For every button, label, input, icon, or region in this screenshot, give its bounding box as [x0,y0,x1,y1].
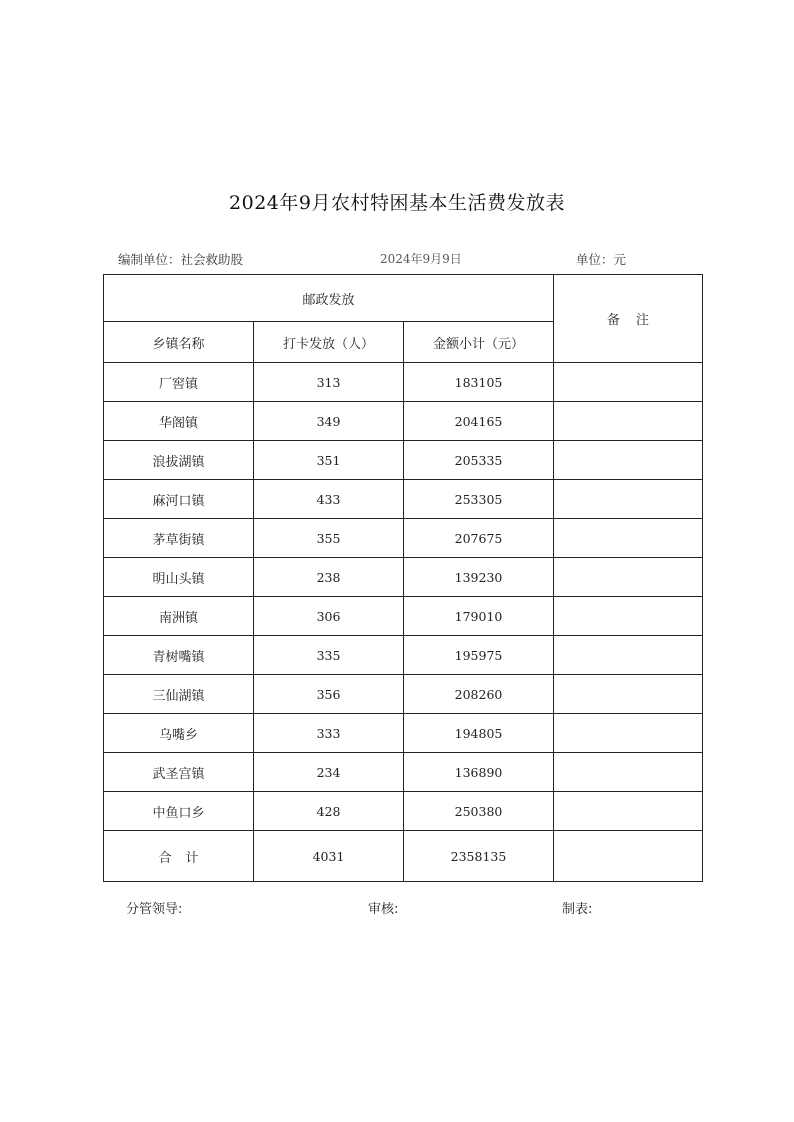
people-count-cell: 356 [254,675,404,714]
people-count-cell: 333 [254,714,404,753]
table-row [104,675,703,714]
people-count-cell: 335 [254,636,404,675]
remark-cell [554,402,703,441]
total-label-cell: 合计 [104,831,254,882]
people-count-cell: 349 [254,402,404,441]
total-amount-cell: 2358135 [404,831,554,882]
distribution-table [103,274,703,882]
table-row [104,441,703,480]
township-name-cell: 三仙湖镇 [104,675,254,714]
total-row [104,831,703,882]
township-name-cell: 浪拔湖镇 [104,441,254,480]
township-name-cell: 南洲镇 [104,597,254,636]
people-count-cell: 306 [254,597,404,636]
table-row [104,792,703,831]
amount-cell: 183105 [404,363,554,402]
amount-cell: 207675 [404,519,554,558]
amount-cell: 250380 [404,792,554,831]
township-name-cell: 青树嘴镇 [104,636,254,675]
township-name-cell: 厂窖镇 [104,363,254,402]
leader-signature-label: 分管领导: [126,902,183,917]
people-count-cell: 238 [254,558,404,597]
township-name-cell: 乌嘴乡 [104,714,254,753]
remark-cell [554,441,703,480]
table-row [104,597,703,636]
table-row [104,636,703,675]
remark-cell [554,753,703,792]
amount-cell: 253305 [404,480,554,519]
table-row [104,480,703,519]
remark-cell [554,636,703,675]
township-name-cell: 茅草街镇 [104,519,254,558]
amount-cell: 139230 [404,558,554,597]
remark-cell [554,558,703,597]
table-header-row [104,275,703,322]
township-name-cell: 明山头镇 [104,558,254,597]
people-column-header: 打卡发放（人） [254,322,404,363]
remarks-header: 备注 [554,275,703,363]
township-name-cell: 中鱼口乡 [104,792,254,831]
township-column-header: 乡镇名称 [104,322,254,363]
amount-column-header: 金额小计（元） [404,322,554,363]
table-row [104,753,703,792]
review-signature-label: 审核: [368,902,399,917]
people-count-cell: 428 [254,792,404,831]
township-name-cell: 华阁镇 [104,402,254,441]
document-title: 2024年9月农村特困基本生活费发放表 [229,192,565,214]
amount-cell: 205335 [404,441,554,480]
table-row [104,402,703,441]
remark-cell [554,597,703,636]
people-count-cell: 313 [254,363,404,402]
total-people-cell: 4031 [254,831,404,882]
table-row [104,363,703,402]
amount-cell: 179010 [404,597,554,636]
document-date: 2024年9月9日 [380,252,462,266]
amount-cell: 195975 [404,636,554,675]
maker-signature-label: 制表: [562,902,593,917]
amount-cell: 136890 [404,753,554,792]
amount-cell: 194805 [404,714,554,753]
remark-cell [554,363,703,402]
township-name-cell: 武圣宫镇 [104,753,254,792]
people-count-cell: 433 [254,480,404,519]
township-name-cell: 麻河口镇 [104,480,254,519]
compiling-unit: 编制单位：社会救助股 [118,252,244,267]
table-row [104,714,703,753]
amount-cell: 208260 [404,675,554,714]
people-count-cell: 351 [254,441,404,480]
remark-cell [554,480,703,519]
remark-cell [554,792,703,831]
table-row [104,519,703,558]
total-remark-cell [554,831,703,882]
remark-cell [554,675,703,714]
remark-cell [554,519,703,558]
amount-cell: 204165 [404,402,554,441]
people-count-cell: 234 [254,753,404,792]
remark-cell [554,714,703,753]
postal-distribution-header: 邮政发放 [104,275,554,322]
table-row [104,558,703,597]
currency-unit: 单位：元 [576,252,627,267]
people-count-cell: 355 [254,519,404,558]
